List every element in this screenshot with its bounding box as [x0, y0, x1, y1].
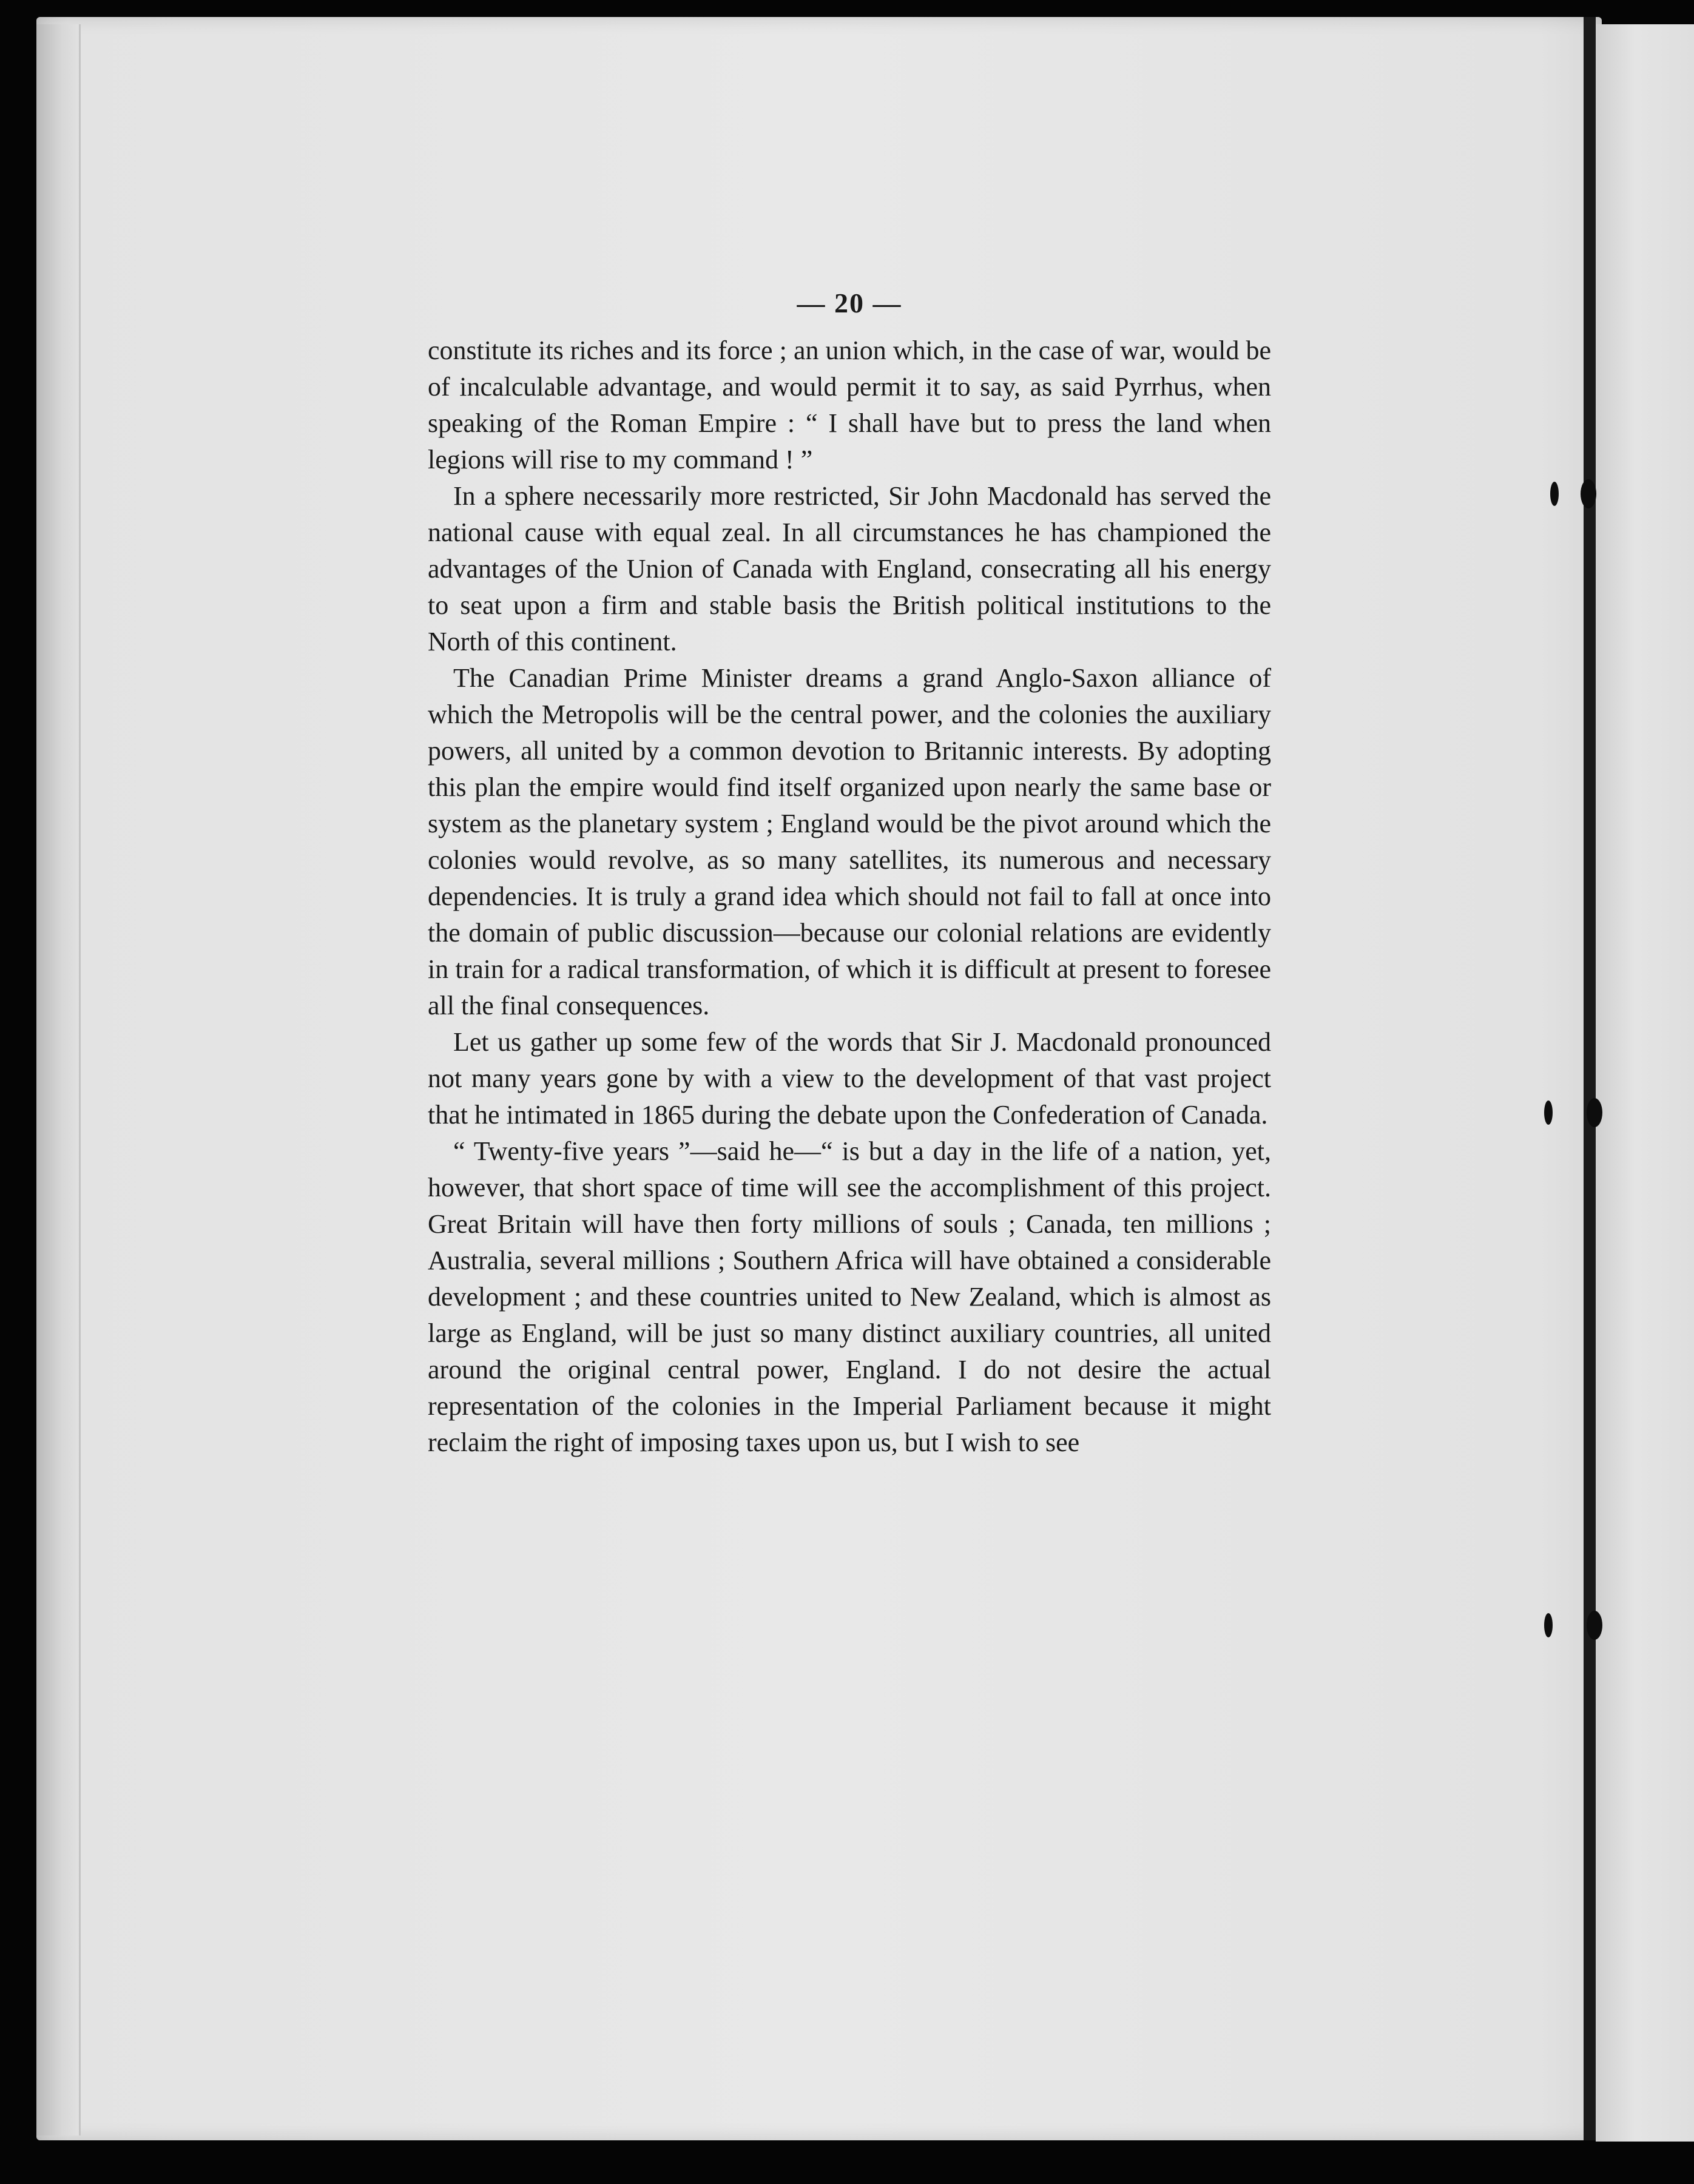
- page-number: — 20 —: [797, 288, 902, 318]
- binding-rivet-icon: [1544, 1613, 1553, 1637]
- binding-strip: [1584, 17, 1596, 2140]
- document-text: [428, 285, 1271, 1461]
- binding-rivet-icon: [1587, 1098, 1602, 1127]
- paragraph: constitute its riches and its force ; an union which, in the case of war, would be of incalculable advantage, and would permit it to say, as said Pyrrhus, when speaking of the Roman Empire : “ I shall have but to press the land when legions will rise to my command ! ”: [428, 335, 1271, 474]
- binding-rivet-icon: [1544, 1100, 1553, 1125]
- binding-rivet-icon: [1581, 479, 1596, 508]
- binding-rivet-icon: [1587, 1611, 1602, 1640]
- paragraph: Let us gather up some few of the words that Sir J. Macdonald pronounced not many years gone by with a view to the development of that vast project that he intimated in 1865 during the debate upon the Confederation of Canada.: [428, 1027, 1271, 1130]
- paragraph: The Canadian Prime Minister dreams a grand Anglo-Saxon alliance of which the Metropolis will be the central power, and the colonies the auxiliary powers, all united by a common devotion to Britannic interests. By adopting this plan the empire would find itself organized upon nearly the same base or system as the planetary system ; England would be the pivot around which the colonies would revolve, as so many satellites, its numerous and necessary dependencies. It is truly a grand idea which should not fail to fall at once into the domain of public discussion—because our colonial relations are evidently in train for a radical transformation, of which it is difficult at present to foresee all the final consequences.: [428, 663, 1271, 1020]
- paragraph: In a sphere necessarily more restricted, Sir John Macdonald has served the national cause with equal zeal. In all circumstances he has championed the advantages of the Union of Canada with England, consecrating all his energy to seat upon a firm and stable basis the British political institutions to the North of this continent.: [428, 481, 1271, 656]
- adjacent-page-edge: [1596, 24, 1694, 2142]
- paragraph: “ Twenty-five years ”—said he—“ is but a day in the life of a nation, yet, however, that short space of time will see the accomplishment of this project. Great Britain will have then forty millions of souls ; Canada, ten millions ; Australia, several millions ; Southern Africa will have obtained a considerable development ; and these countries united to New Zealand, which is almost as large as England, will be just so many distinct auxiliary countries, all united around the original central power, England. I do not desire the actual representation of the colonies in the Imperial Parliament because it might reclaim the right of imposing taxes upon us, but I wish to see: [428, 1136, 1271, 1457]
- binding-rivet-icon: [1550, 482, 1559, 506]
- page-edge-left: [36, 24, 81, 2135]
